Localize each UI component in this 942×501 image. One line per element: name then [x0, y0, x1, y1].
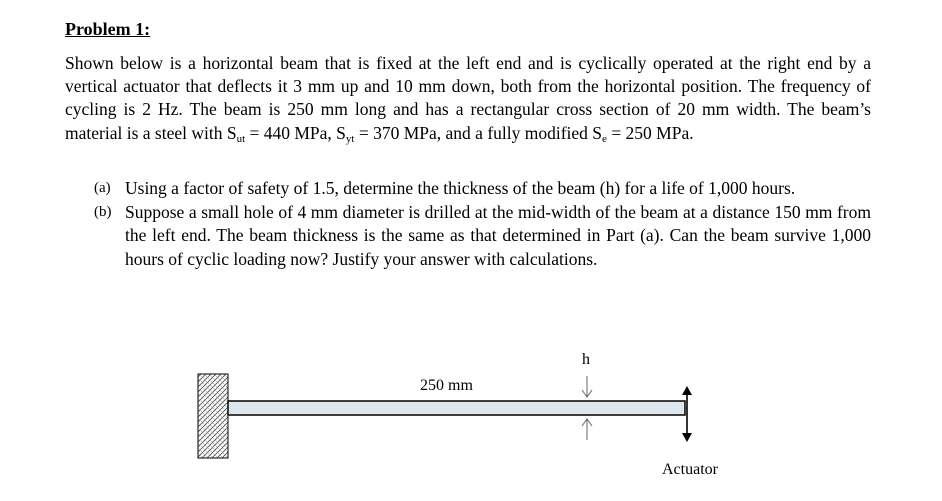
problem-title: Problem 1:	[65, 19, 151, 39]
beam-length-label: 250 mm	[420, 377, 473, 394]
syt-subscript: yt	[345, 132, 355, 145]
actuator-arrow	[682, 386, 692, 442]
thickness-label: h	[582, 351, 590, 368]
question-a-marker: (a)	[94, 180, 111, 196]
question-b	[94, 201, 871, 271]
statement-part-2: = 440 MPa, S	[245, 122, 346, 143]
statement-part-1: Shown below is a horizontal beam that is fixed at the left end and is cyclically operated at the right end by a vertical actuator that deflects it 3 mm up and 10 mm down, both from the horizontal position. The frequency of cycling is 2 Hz. The beam is 250 mm long and has a rectangular cross section of 20 mm width. The beam’s material is a steel with S	[65, 53, 871, 143]
question-b-text: Suppose a small hole of 4 mm diameter is drilled at the mid-width of the beam at a distance 150 mm from the left end. The beam thickness is the same as that determined in Part (a). Can the beam survive 1,000 hours of cyclic loading now? Justify your answer with calculations.	[125, 202, 871, 269]
question-a-text: Using a factor of safety of 1.5, determine the thickness of the beam (h) for a life of 1,000 hours.	[125, 178, 796, 198]
thickness-arrow-top	[582, 376, 592, 397]
sub-questions	[94, 177, 871, 272]
statement-part-4: = 250 MPa.	[606, 122, 694, 143]
statement-part-3: = 370 MPa, and a fully modified S	[354, 122, 603, 143]
fixed-wall-support	[198, 374, 228, 458]
question-b-marker: (b)	[94, 204, 112, 221]
actuator-label: Actuator	[662, 461, 718, 478]
problem-statement	[65, 52, 871, 151]
beam	[228, 401, 685, 415]
thickness-arrow-bottom	[582, 419, 592, 440]
question-a	[94, 177, 871, 200]
sut-subscript: ut	[236, 132, 246, 145]
se-subscript: e	[602, 132, 607, 145]
